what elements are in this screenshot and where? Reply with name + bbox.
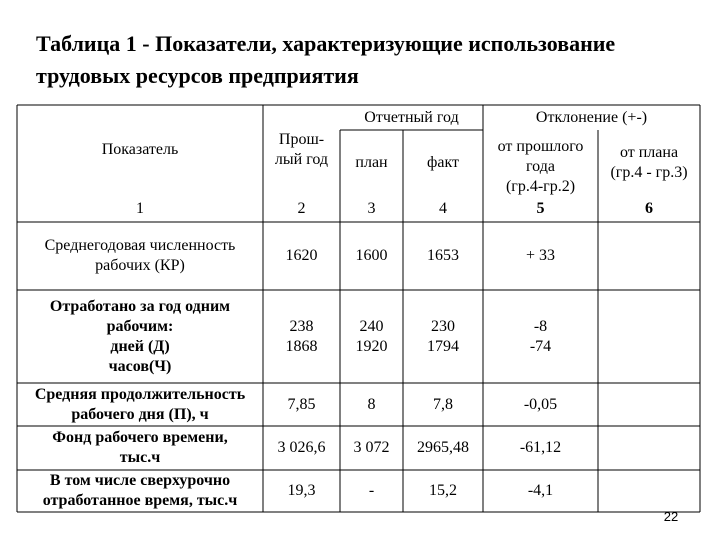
row-2-plan-line: 1920 xyxy=(355,337,388,355)
row-2-plan xyxy=(340,290,403,383)
row-1-dev-plan xyxy=(598,222,700,290)
row-2-indicator-line: рабочим: xyxy=(106,317,174,335)
col-number-5-line: 5 xyxy=(536,199,545,217)
col-number-4-line: 4 xyxy=(439,199,447,217)
row-3-fact-line: 7,8 xyxy=(433,395,453,413)
header-dev-prev-line: (гр.4-гр.2) xyxy=(505,177,576,195)
col-number-6 xyxy=(598,195,700,222)
row-2-fact xyxy=(403,290,483,383)
title-line-2: трудовых ресурсов предприятия xyxy=(36,63,359,88)
row-1-indicator xyxy=(17,222,263,290)
header-indicator xyxy=(17,105,263,195)
row-5-indicator-line: отработанное время, тыс.ч xyxy=(42,492,238,509)
row-2-dev-plan xyxy=(598,290,700,383)
row-5-indicator-line: В том числе сверхурочно xyxy=(49,472,231,489)
row-5-dev-prev-line: -4,1 xyxy=(527,482,554,499)
row-2-prev-line: 1868 xyxy=(285,337,318,355)
row-5-plan xyxy=(340,470,403,512)
header-prev-year-line: Прош- xyxy=(278,131,325,148)
row-5-fact-line: 15,2 xyxy=(429,482,457,499)
row-5-dev-prev xyxy=(483,470,598,512)
row-3-indicator-line: Средняя продолжительность xyxy=(34,385,246,403)
row-3-fact xyxy=(403,383,483,426)
row-4-plan xyxy=(340,426,403,470)
row-1-plan-line: 1600 xyxy=(355,247,388,264)
row-4-dev-prev xyxy=(483,426,598,470)
header-dev-prev-line: от прошлого xyxy=(497,137,584,155)
row-5-dev-plan xyxy=(598,470,700,512)
row-3-prev-line: 7,85 xyxy=(287,395,316,413)
col-number-2 xyxy=(263,195,340,222)
row-2-indicator xyxy=(17,290,263,383)
row-2-indicator-line: часов(Ч) xyxy=(108,357,172,375)
row-1-plan xyxy=(340,222,403,290)
col-number-3-line: 3 xyxy=(367,199,376,217)
row-1-indicator-line: рабочих (КР) xyxy=(95,257,185,274)
row-5-prev-line: 19,3 xyxy=(287,482,316,499)
row-3-indicator-line: рабочего дня (П), ч xyxy=(71,405,209,423)
header-indicator-line: Показатель xyxy=(101,141,179,158)
header-fact xyxy=(403,130,483,195)
header-plan xyxy=(340,130,403,195)
col-number-1 xyxy=(17,195,263,222)
row-1-fact xyxy=(403,222,483,290)
row-3-prev xyxy=(263,383,340,426)
row-5-fact xyxy=(403,470,483,512)
row-2-dev-prev-line: -8 xyxy=(533,317,548,335)
header-prev-year xyxy=(263,105,340,195)
row-2-fact-line: 1794 xyxy=(427,337,459,355)
page-number: 22 xyxy=(663,509,679,524)
row-3-indicator xyxy=(17,383,263,426)
header-plan-line: план xyxy=(355,153,388,171)
row-5-prev xyxy=(263,470,340,512)
row-2-prev xyxy=(263,290,340,383)
row-2-dev-prev xyxy=(483,290,598,383)
header-dev-plan-line: от плана xyxy=(619,143,679,161)
row-3-dev-prev-line: -0,05 xyxy=(523,395,558,413)
col-number-2-line: 2 xyxy=(297,199,306,217)
row-5-indicator xyxy=(17,470,263,512)
col-number-1-line: 1 xyxy=(136,199,144,217)
col-number-4 xyxy=(403,195,483,222)
row-4-fact-line: 2965,48 xyxy=(417,439,469,456)
row-3-plan-line: 8 xyxy=(367,395,376,413)
row-4-dev-prev-line: -61,12 xyxy=(519,439,562,456)
row-2-indicator-line: Отработано за год одним xyxy=(49,297,231,315)
row-4-dev-plan xyxy=(598,426,700,470)
row-4-plan-line: 3 072 xyxy=(353,439,390,456)
row-1-indicator-line: Среднегодовая численность xyxy=(44,237,236,254)
row-2-dev-prev-line: -74 xyxy=(529,337,552,355)
row-3-dev-plan xyxy=(598,383,700,426)
row-1-dev-prev xyxy=(483,222,598,290)
col-number-3 xyxy=(340,195,403,222)
row-2-indicator-line: дней (Д) xyxy=(110,337,170,355)
row-1-fact-line: 1653 xyxy=(427,247,459,264)
row-2-plan-line: 240 xyxy=(359,317,384,335)
header-dev-prev xyxy=(483,130,598,203)
row-1-prev-line: 1620 xyxy=(285,247,318,264)
header-deviation xyxy=(483,105,700,130)
row-2-prev-line: 238 xyxy=(289,317,314,335)
row-1-prev xyxy=(263,222,340,290)
header-prev-year-line: лый год xyxy=(274,151,329,168)
col-number-5 xyxy=(483,195,598,222)
row-4-indicator-line: тыс.ч xyxy=(119,449,161,466)
header-dev-plan xyxy=(598,130,700,195)
row-5-plan-line: - xyxy=(368,482,375,499)
row-1-dev-prev-line: + 33 xyxy=(525,247,556,264)
row-3-dev-prev xyxy=(483,383,598,426)
row-4-fact xyxy=(403,426,483,470)
header-fact-line: факт xyxy=(426,153,460,171)
row-4-indicator-line: Фонд рабочего времени, xyxy=(52,429,228,446)
header-deviation-line: Отклонение (+-) xyxy=(535,108,648,126)
header-dev-plan-line: (гр.4 - гр.3) xyxy=(610,163,688,181)
header-dev-prev-line: года xyxy=(526,157,555,175)
row-4-prev-line: 3 026,6 xyxy=(277,439,326,456)
row-2-fact-line: 230 xyxy=(431,317,455,335)
row-4-indicator xyxy=(17,426,263,470)
header-report-year xyxy=(340,105,483,130)
title-line-1: Таблица 1 - Показатели, характеризующие использование xyxy=(36,31,616,56)
header-report-year-line: Отчетный год xyxy=(364,108,459,126)
col-number-6-line: 6 xyxy=(645,199,653,217)
row-4-prev xyxy=(263,426,340,470)
row-3-plan xyxy=(340,383,403,426)
